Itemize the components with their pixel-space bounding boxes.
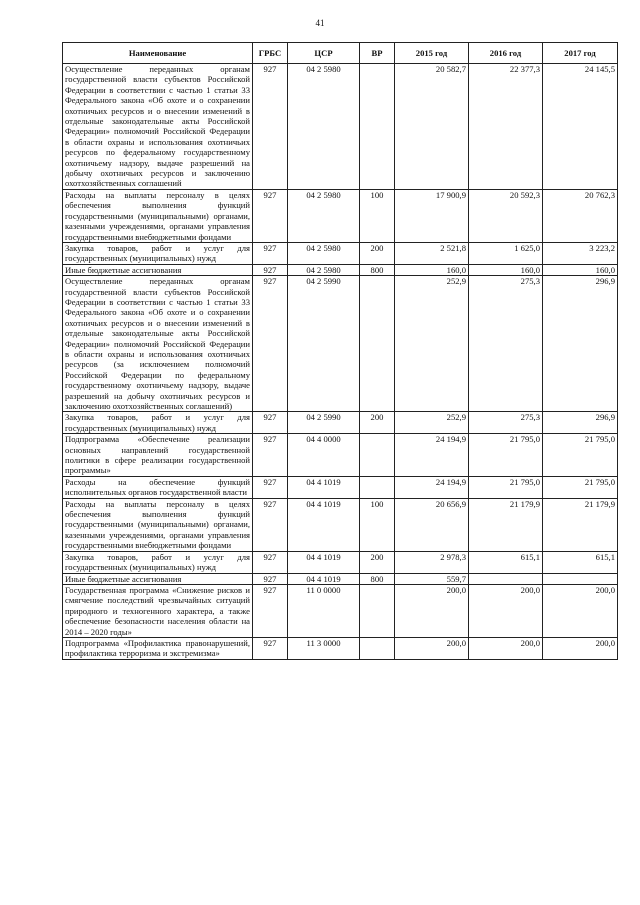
cell-grbs: 927 xyxy=(253,242,288,264)
page-number: 41 xyxy=(315,18,325,28)
cell-2017: 160,0 xyxy=(543,264,618,275)
cell-grbs: 927 xyxy=(253,412,288,434)
cell-grbs: 927 xyxy=(253,498,288,551)
cell-2015: 17 900,9 xyxy=(395,189,469,242)
cell-2017: 615,1 xyxy=(543,551,618,573)
cell-name: Осуществление переданных органам государственной власти субъектов Российской Федерации в соответствии с частью 1 статьи 33 Федерального закона «Об охоте и о сохранении охотничьих ресурсов и о внесении изменений в отдельные законодательные акты Российской Федерации» полномочий Российской Федерации в области охраны и использования охотничьих ресурсов по федеральному государственному охотничьему надзору, выдаче разрешений на добычу охотничьих ресурсов и заключению охотхозяйственных соглашений xyxy=(63,64,253,190)
table-row xyxy=(63,498,618,551)
header-2015: 2015 год xyxy=(395,43,469,64)
cell-2015: 24 194,9 xyxy=(395,476,469,498)
table-row xyxy=(63,551,618,573)
cell-vr xyxy=(360,64,395,190)
header-csr: ЦСР xyxy=(288,43,360,64)
cell-2016: 200,0 xyxy=(469,637,543,659)
cell-2016: 20 592,3 xyxy=(469,189,543,242)
cell-vr xyxy=(360,637,395,659)
header-vr: ВР xyxy=(360,43,395,64)
cell-name: Подпрограмма «Обеспечение реализации основных направлений государственной политики в сфере реализации государственной программы» xyxy=(63,434,253,477)
cell-csr: 04 2 5980 xyxy=(288,264,360,275)
cell-name: Расходы на выплаты персоналу в целях обеспечения выполнения функций государственными (муниципальными) органами, казенными учреждениями, органами управления государственными внебюджетными фондами xyxy=(63,189,253,242)
cell-2015: 24 194,9 xyxy=(395,434,469,477)
cell-2015: 200,0 xyxy=(395,584,469,637)
cell-vr: 100 xyxy=(360,498,395,551)
cell-vr: 100 xyxy=(360,189,395,242)
cell-2017: 21 795,0 xyxy=(543,476,618,498)
cell-grbs: 927 xyxy=(253,584,288,637)
cell-name: Закупка товаров, работ и услуг для государственных (муниципальных) нужд xyxy=(63,412,253,434)
cell-grbs: 927 xyxy=(253,189,288,242)
header-grbs: ГРБС xyxy=(253,43,288,64)
cell-2017: 200,0 xyxy=(543,637,618,659)
header-2017: 2017 год xyxy=(543,43,618,64)
cell-name: Подпрограмма «Профилактика правонарушений, профилактика терроризма и экстремизма» xyxy=(63,637,253,659)
cell-grbs: 927 xyxy=(253,264,288,275)
cell-2017: 24 145,5 xyxy=(543,64,618,190)
cell-name: Иные бюджетные ассигнования xyxy=(63,573,253,584)
cell-2015: 200,0 xyxy=(395,637,469,659)
cell-csr: 04 2 5980 xyxy=(288,189,360,242)
cell-2015: 252,9 xyxy=(395,412,469,434)
cell-2017: 20 762,3 xyxy=(543,189,618,242)
table-row xyxy=(63,276,618,412)
cell-2015: 20 582,7 xyxy=(395,64,469,190)
cell-grbs: 927 xyxy=(253,573,288,584)
cell-2015: 559,7 xyxy=(395,573,469,584)
cell-csr: 04 2 5980 xyxy=(288,64,360,190)
cell-2016: 160,0 xyxy=(469,264,543,275)
table-body xyxy=(63,64,618,660)
cell-csr: 04 4 1019 xyxy=(288,573,360,584)
cell-vr: 800 xyxy=(360,264,395,275)
cell-grbs: 927 xyxy=(253,64,288,190)
cell-2017: 21 795,0 xyxy=(543,434,618,477)
cell-csr: 04 2 5990 xyxy=(288,412,360,434)
table-row xyxy=(63,573,618,584)
table-header-row xyxy=(63,43,618,64)
cell-csr: 04 4 1019 xyxy=(288,551,360,573)
cell-2016: 22 377,3 xyxy=(469,64,543,190)
cell-grbs: 927 xyxy=(253,551,288,573)
cell-2016: 275,3 xyxy=(469,276,543,412)
cell-name: Расходы на обеспечение функций исполнительных органов государственной власти xyxy=(63,476,253,498)
cell-name: Расходы на выплаты персоналу в целях обеспечения выполнения функций государственными (муниципальными) органами, казенными учреждениями, органами управления государственными внебюджетными фондами xyxy=(63,498,253,551)
header-2016: 2016 год xyxy=(469,43,543,64)
cell-2015: 2 978,3 xyxy=(395,551,469,573)
cell-2016: 615,1 xyxy=(469,551,543,573)
cell-2015: 20 656,9 xyxy=(395,498,469,551)
cell-vr: 200 xyxy=(360,242,395,264)
cell-csr: 04 2 5980 xyxy=(288,242,360,264)
table-row xyxy=(63,189,618,242)
cell-name: Закупка товаров, работ и услуг для государственных (муниципальных) нужд xyxy=(63,242,253,264)
cell-csr: 04 4 0000 xyxy=(288,434,360,477)
cell-vr xyxy=(360,276,395,412)
cell-csr: 11 3 0000 xyxy=(288,637,360,659)
cell-vr xyxy=(360,476,395,498)
cell-csr: 11 0 0000 xyxy=(288,584,360,637)
cell-2017: 296,9 xyxy=(543,276,618,412)
cell-2016: 21 795,0 xyxy=(469,434,543,477)
cell-2016: 200,0 xyxy=(469,584,543,637)
cell-vr: 200 xyxy=(360,551,395,573)
table-row xyxy=(63,476,618,498)
cell-2016: 275,3 xyxy=(469,412,543,434)
cell-grbs: 927 xyxy=(253,637,288,659)
cell-name: Осуществление переданных органам государственной власти субъектов Российской Федерации в соответствии с частью 1 статьи 33 Федерального закона «Об охоте и о сохранении охотничьих ресурсов и о внесении изменений в отдельные законодательные акты Российской Федерации» полномочий Российской Федерации в области охраны и использования охотничьих ресурсов (за исключением полномочий Российской Федерации по федеральному государственному охотничьему надзору, выдаче разрешений на добычу охотничьих ресурсов и заключению охотхозяйственных соглашений) xyxy=(63,276,253,412)
table-row xyxy=(63,584,618,637)
cell-2017: 296,9 xyxy=(543,412,618,434)
table-row xyxy=(63,264,618,275)
table-row xyxy=(63,434,618,477)
cell-csr: 04 4 1019 xyxy=(288,498,360,551)
cell-2017 xyxy=(543,573,618,584)
table-row xyxy=(63,242,618,264)
cell-vr xyxy=(360,434,395,477)
cell-2016 xyxy=(469,573,543,584)
cell-2015: 252,9 xyxy=(395,276,469,412)
cell-2017: 21 179,9 xyxy=(543,498,618,551)
cell-grbs: 927 xyxy=(253,276,288,412)
cell-csr: 04 2 5990 xyxy=(288,276,360,412)
cell-vr: 800 xyxy=(360,573,395,584)
cell-vr: 200 xyxy=(360,412,395,434)
cell-grbs: 927 xyxy=(253,434,288,477)
cell-name: Закупка товаров, работ и услуг для государственных (муниципальных) нужд xyxy=(63,551,253,573)
cell-2017: 200,0 xyxy=(543,584,618,637)
cell-vr xyxy=(360,584,395,637)
cell-2016: 21 179,9 xyxy=(469,498,543,551)
cell-2015: 2 521,8 xyxy=(395,242,469,264)
table-row xyxy=(63,64,618,190)
cell-2017: 3 223,2 xyxy=(543,242,618,264)
budget-table xyxy=(62,42,618,660)
cell-csr: 04 4 1019 xyxy=(288,476,360,498)
table-row xyxy=(63,637,618,659)
cell-2016: 21 795,0 xyxy=(469,476,543,498)
cell-name: Государственная программа «Снижение рисков и смягчение последствий чрезвычайных ситуаций природного и техногенного характера, а также обеспечение безопасности населения области на 2014 – 2020 годы» xyxy=(63,584,253,637)
cell-name: Иные бюджетные ассигнования xyxy=(63,264,253,275)
table-row xyxy=(63,412,618,434)
cell-grbs: 927 xyxy=(253,476,288,498)
cell-2016: 1 625,0 xyxy=(469,242,543,264)
cell-2015: 160,0 xyxy=(395,264,469,275)
header-name: Наименование xyxy=(63,43,253,64)
